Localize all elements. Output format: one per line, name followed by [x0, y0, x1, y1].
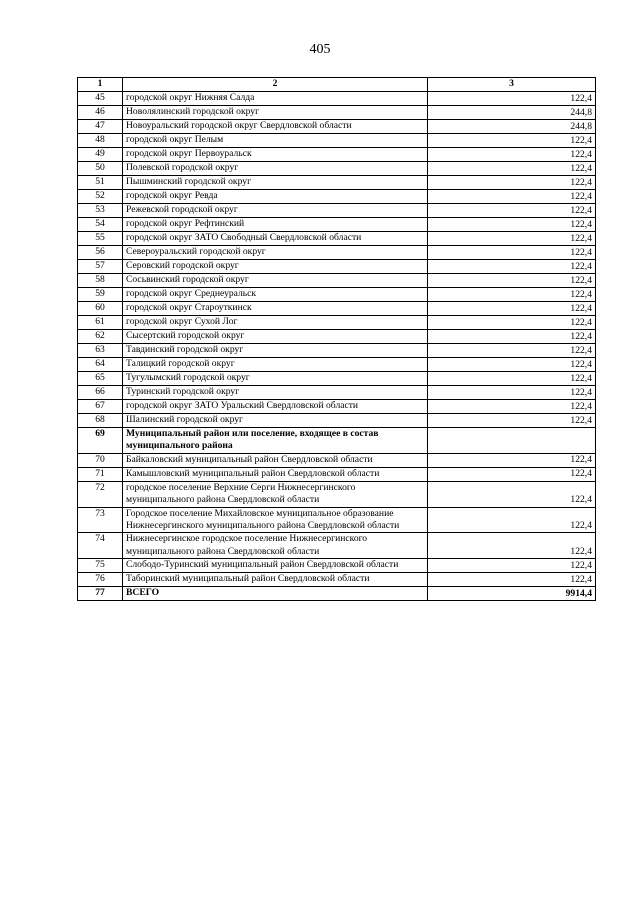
- row-number: 59: [78, 288, 123, 302]
- table-row: [78, 134, 596, 148]
- row-value: 122,4: [428, 344, 596, 358]
- row-number: 52: [78, 190, 123, 204]
- row-number: 70: [78, 453, 123, 467]
- row-number: 62: [78, 330, 123, 344]
- row-number: 68: [78, 414, 123, 428]
- row-value: 122,4: [428, 386, 596, 400]
- row-number: 60: [78, 302, 123, 316]
- row-value: 122,4: [428, 467, 596, 481]
- row-value: 122,4: [428, 358, 596, 372]
- table-row: [78, 372, 596, 386]
- row-number: 69: [78, 428, 123, 454]
- row-number: 58: [78, 274, 123, 288]
- row-name: городской округ Староуткинск: [123, 302, 428, 316]
- table-body: [78, 92, 596, 601]
- table-row: [78, 344, 596, 358]
- table-row: [78, 358, 596, 372]
- row-number: 64: [78, 358, 123, 372]
- row-number: 57: [78, 260, 123, 274]
- row-number: 53: [78, 204, 123, 218]
- row-value: 122,4: [428, 372, 596, 386]
- row-name: городской округ Первоуральск: [123, 148, 428, 162]
- table-row: [78, 120, 596, 134]
- row-name: Туринский городской округ: [123, 386, 428, 400]
- row-name: Новоуральский городской округ Свердловской области: [123, 120, 428, 134]
- column-header-2: 2: [123, 78, 428, 92]
- row-number: 73: [78, 507, 123, 533]
- row-value: 122,4: [428, 302, 596, 316]
- table-row: [78, 218, 596, 232]
- row-value: 9914,4: [428, 587, 596, 601]
- row-name: городской округ Среднеуральск: [123, 288, 428, 302]
- table-row: [78, 330, 596, 344]
- row-value: 122,4: [428, 232, 596, 246]
- table-row: [78, 260, 596, 274]
- row-value: 122,4: [428, 274, 596, 288]
- row-value: [428, 428, 596, 454]
- table-row: [78, 232, 596, 246]
- row-name: Новолялинский городской округ: [123, 106, 428, 120]
- row-name: Режевской городской округ: [123, 204, 428, 218]
- row-name: Тавдинский городской округ: [123, 344, 428, 358]
- row-name: Городское поселение Михайловское муниципальное образование Нижнесергинского муниципального района Свердловской области: [123, 507, 428, 533]
- row-value: 122,4: [428, 330, 596, 344]
- row-number: 74: [78, 533, 123, 559]
- table-row: [78, 302, 596, 316]
- row-value: 122,4: [428, 204, 596, 218]
- row-value: 122,4: [428, 162, 596, 176]
- page-number: 405: [309, 42, 331, 57]
- row-number: 48: [78, 134, 123, 148]
- row-name: Шалинский городской округ: [123, 414, 428, 428]
- row-number: 77: [78, 587, 123, 601]
- row-number: 49: [78, 148, 123, 162]
- table-row: [78, 481, 596, 507]
- row-name: Серовский городской округ: [123, 260, 428, 274]
- row-value: 244,8: [428, 120, 596, 134]
- row-name: городской округ Рефтинский: [123, 218, 428, 232]
- row-value: 122,4: [428, 288, 596, 302]
- table-row: [78, 316, 596, 330]
- row-number: 50: [78, 162, 123, 176]
- row-value: 122,4: [428, 176, 596, 190]
- row-name: Тугулымский городской округ: [123, 372, 428, 386]
- row-name: городской округ Ревда: [123, 190, 428, 204]
- table-row: [78, 288, 596, 302]
- table-row: [78, 559, 596, 573]
- table-row: [78, 467, 596, 481]
- table-row: [78, 428, 596, 454]
- row-number: 71: [78, 467, 123, 481]
- row-name: городской округ ЗАТО Уральский Свердловской области: [123, 400, 428, 414]
- row-number: 55: [78, 232, 123, 246]
- row-value: 122,4: [428, 559, 596, 573]
- row-number: 67: [78, 400, 123, 414]
- column-header-3: 3: [428, 78, 596, 92]
- row-name: Полевской городской округ: [123, 162, 428, 176]
- row-value: 244,8: [428, 106, 596, 120]
- row-name: Пышминский городской округ: [123, 176, 428, 190]
- column-header-1: 1: [78, 78, 123, 92]
- table-row: [78, 573, 596, 587]
- row-name: Слободо-Туринский муниципальный район Свердловской области: [123, 559, 428, 573]
- row-number: 56: [78, 246, 123, 260]
- table-row: [78, 414, 596, 428]
- row-value: 122,4: [428, 190, 596, 204]
- row-number: 45: [78, 92, 123, 106]
- row-number: 76: [78, 573, 123, 587]
- table-row: [78, 400, 596, 414]
- table-row: [78, 587, 596, 601]
- row-number: 72: [78, 481, 123, 507]
- row-number: 47: [78, 120, 123, 134]
- table-row: [78, 204, 596, 218]
- row-name: ВСЕГО: [123, 587, 428, 601]
- row-number: 46: [78, 106, 123, 120]
- row-value: 122,4: [428, 134, 596, 148]
- row-name: Сысертский городской округ: [123, 330, 428, 344]
- row-name: Камышловский муниципальный район Свердловской области: [123, 467, 428, 481]
- row-name: Нижнесергинское городское поселение Нижнесергинского муниципального района Свердловской области: [123, 533, 428, 559]
- table-row: [78, 148, 596, 162]
- row-value: 122,4: [428, 260, 596, 274]
- row-name: городской округ Нижняя Салда: [123, 92, 428, 106]
- row-value: 122,4: [428, 148, 596, 162]
- table-row: [78, 190, 596, 204]
- table-row: [78, 533, 596, 559]
- allocation-table: [77, 77, 596, 601]
- row-name: Сосьвинский городской округ: [123, 274, 428, 288]
- row-value: 122,4: [428, 400, 596, 414]
- table-header-row: [78, 78, 596, 92]
- row-value: 122,4: [428, 573, 596, 587]
- row-number: 75: [78, 559, 123, 573]
- row-value: 122,4: [428, 453, 596, 467]
- row-number: 51: [78, 176, 123, 190]
- row-name: городской округ ЗАТО Свободный Свердловской области: [123, 232, 428, 246]
- table-row: [78, 106, 596, 120]
- row-value: 122,4: [428, 414, 596, 428]
- table-row: [78, 386, 596, 400]
- table-row: [78, 162, 596, 176]
- row-value: 122,4: [428, 92, 596, 106]
- table-row: [78, 92, 596, 106]
- row-name: Талицкий городской округ: [123, 358, 428, 372]
- row-value: 122,4: [428, 316, 596, 330]
- row-number: 54: [78, 218, 123, 232]
- table-row: [78, 453, 596, 467]
- row-value: 122,4: [428, 218, 596, 232]
- row-name: Байкаловский муниципальный район Свердловской области: [123, 453, 428, 467]
- table-row: [78, 274, 596, 288]
- table-row: [78, 246, 596, 260]
- row-name: городской округ Сухой Лог: [123, 316, 428, 330]
- row-number: 65: [78, 372, 123, 386]
- row-value: 122,4: [428, 246, 596, 260]
- table-row: [78, 176, 596, 190]
- row-value: 122,4: [428, 507, 596, 533]
- row-name: Таборинский муниципальный район Свердловской области: [123, 573, 428, 587]
- row-number: 61: [78, 316, 123, 330]
- table-row: [78, 507, 596, 533]
- row-number: 66: [78, 386, 123, 400]
- row-name: Муниципальный район или поселение, входящее в состав муниципального района: [123, 428, 428, 454]
- row-name: городское поселение Верхние Серги Нижнесергинского муниципального района Свердловской области: [123, 481, 428, 507]
- row-value: 122,4: [428, 533, 596, 559]
- row-value: 122,4: [428, 481, 596, 507]
- row-number: 63: [78, 344, 123, 358]
- row-name: городской округ Пелым: [123, 134, 428, 148]
- row-name: Североуральский городской округ: [123, 246, 428, 260]
